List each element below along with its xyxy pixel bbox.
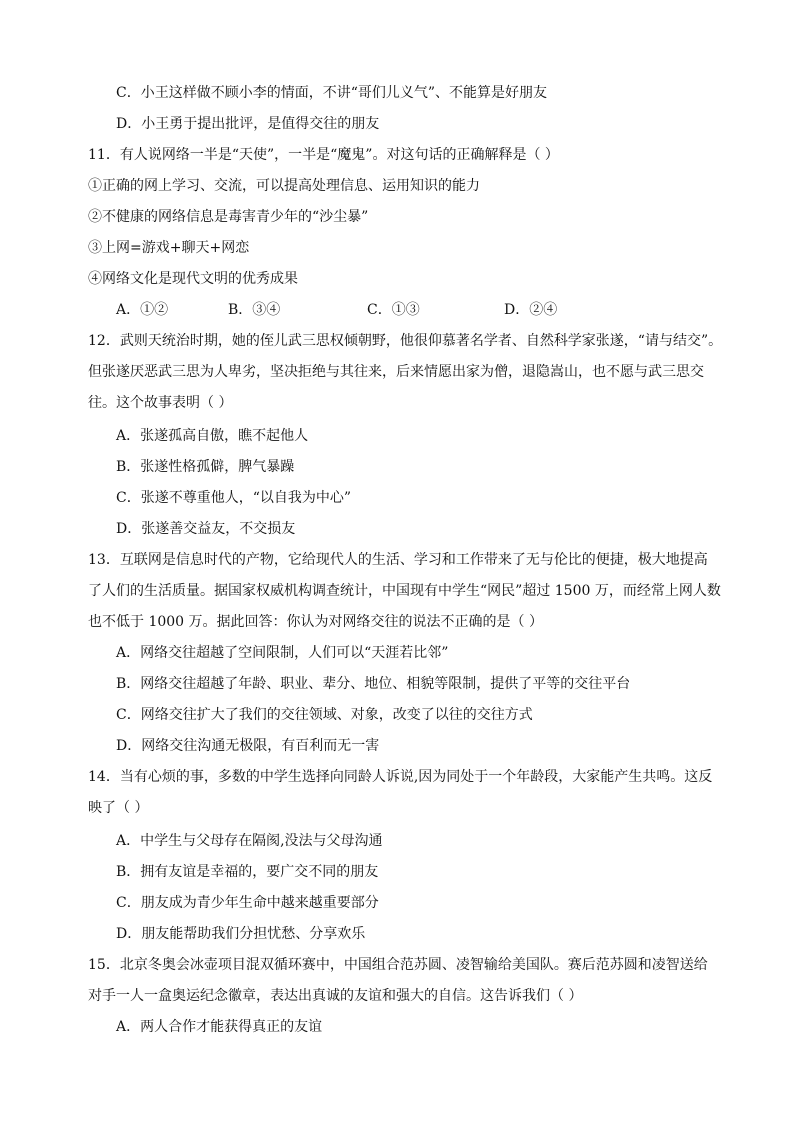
q12-option-d: D．张遂善交益友，不交损友 xyxy=(116,521,296,537)
q13-option-c: C．网络交往扩大了我们的交往领域、对象，改变了以往的交往方式 xyxy=(116,707,533,723)
q14-stem-line-2: 映了（ ） xyxy=(88,800,149,816)
q11-option-d: D．②④ xyxy=(504,302,558,318)
q10-option-c: C．小王这样做不顾小李的情面，不讲“哥们儿义气”、不能算是好朋友 xyxy=(116,85,548,101)
q12-stem-line-1: 12．武则天统治时期，她的侄儿武三思权倾朝野，他很仰慕著名学者、自然科学家张遂，“请与结交”。 xyxy=(88,333,723,349)
q11-option-c: C．①③ xyxy=(367,302,420,318)
q14-option-d: D．朋友能帮助我们分担忧愁、分享欢乐 xyxy=(116,926,366,942)
q12-option-c: C．张遂不尊重他人，“以自我为中心” xyxy=(116,490,352,506)
q14-option-c: C．朋友成为青少年生命中越来越重要部分 xyxy=(116,895,379,911)
q11-option-a: A．①② xyxy=(116,302,169,318)
q11-statement-1: ①正确的网上学习、交流，可以提高处理信息、运用知识的能力 xyxy=(88,178,480,194)
q11-statement-2: ②不健康的网络信息是毒害青少年的“沙尘暴” xyxy=(88,209,369,225)
q13-stem-line-3: 也不低于 1000 万。据此回答：你认为对网络交往的说法不正确的是（ ） xyxy=(88,614,543,630)
q12-option-b: B．张遂性格孤僻，脾气暴躁 xyxy=(116,459,295,475)
q12-stem-line-3: 往。这个故事表明（ ） xyxy=(88,395,233,411)
q13-stem-line-1: 13．互联网是信息时代的产物，它给现代人的生活、学习和工作带来了无与伦比的便捷，极大地提高 xyxy=(88,552,708,568)
q11-stem: 11．有人说网络一半是“天使”，一半是“魔鬼”。对这句话的正确解释是（ ） xyxy=(88,147,559,163)
q13-option-b: B．网络交往超越了年龄、职业、辈分、地位、相貌等限制，提供了平等的交往平台 xyxy=(116,676,631,692)
q12-option-a: A．张遂孤高自傲，瞧不起他人 xyxy=(116,428,309,444)
q15-stem-line-2: 对手一人一盒奥运纪念徽章，表达出真诚的友谊和强大的自信。这告诉我们（ ） xyxy=(88,988,583,1004)
q13-option-d: D．网络交往沟通无极限，有百利而无一害 xyxy=(116,738,380,754)
q11-statement-3: ③上网=游戏+聊天+网恋 xyxy=(88,240,250,256)
q11-option-b: B．③④ xyxy=(228,302,281,318)
q13-option-a: A．网络交往超越了空间限制，人们可以“天涯若比邻” xyxy=(116,645,449,661)
q12-stem-line-2: 但张遂厌恶武三思为人卑劣，坚决拒绝与其往来，后来情愿出家为僧，退隐嵩山，也不愿与武三思交 xyxy=(88,364,704,380)
q14-stem-line-1: 14．当有心烦的事，多数的中学生选择向同龄人诉说,因为同处于一个年龄段，大家能产生共鸣。这反 xyxy=(88,769,713,785)
q11-statement-4: ④网络文化是现代文明的优秀成果 xyxy=(88,271,298,287)
q10-option-d: D．小王勇于提出批评，是值得交往的朋友 xyxy=(116,116,380,132)
q14-option-a: A．中学生与父母存在隔阂,没法与父母沟通 xyxy=(116,833,383,849)
q13-stem-line-2: 了人们的生活质量。据国家权威机构调查统计，中国现有中学生“网民”超过 1500 万，而经常上网人数 xyxy=(88,583,721,599)
q14-option-b: B．拥有友谊是幸福的，要广交不同的朋友 xyxy=(116,864,379,880)
q15-option-a: A．两人合作才能获得真正的友谊 xyxy=(116,1019,323,1035)
q15-stem-line-1: 15．北京冬奥会冰壶项目混双循环赛中，中国组合范苏圆、凌智输给美国队。赛后范苏圆和凌智送给 xyxy=(88,957,708,973)
